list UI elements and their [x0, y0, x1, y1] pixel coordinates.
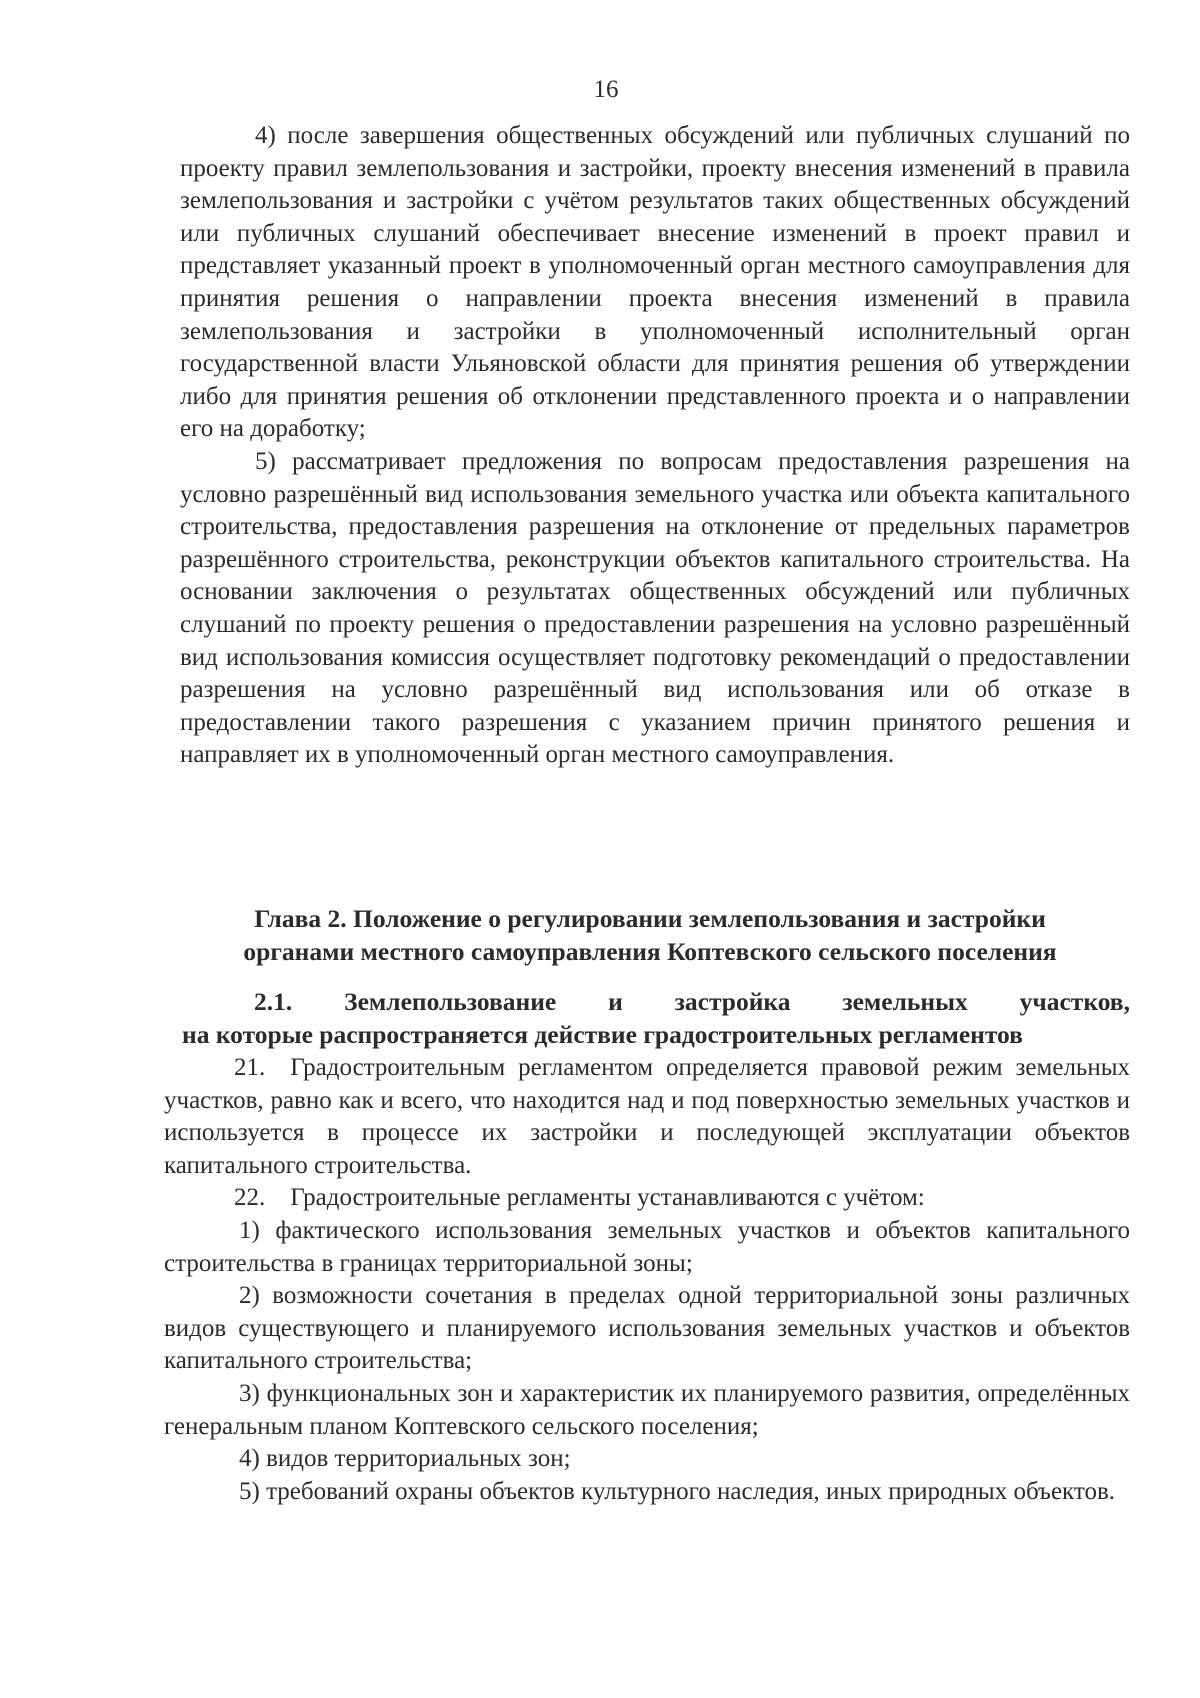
- chapter-heading: [190, 902, 1110, 968]
- section-heading-line-1: [182, 985, 1130, 1018]
- regulation-text-top: [180, 120, 1130, 772]
- section-heading-line-2: на которые распространяется действие градостроительных регламентов: [182, 1020, 1023, 1049]
- section-heading: [182, 985, 1130, 1051]
- regulation-text-bottom: [164, 1052, 1130, 1508]
- section-heading-word: 2.1.: [254, 987, 293, 1016]
- section-heading-word: застройка: [674, 987, 791, 1016]
- list-item-5: 5) требований охраны объектов культурного наследия, иных природных объектов.: [239, 1477, 1116, 1505]
- paragraph-21: 21. Градостроительным регламентом определяется правовой режим земельных участков, равно как и всего, что находится над и под поверхностью земельных участков и используется в процессе их застройки и последующей эксплуатации объектов капитального строительства.: [164, 1054, 1130, 1179]
- paragraph-item-4: 4) после завершения общественных обсуждений или публичных слушаний по проекту правил землепользования и застройки, проекту внесения изменений в правила землепользования и застройки с учётом результатов таких общественных обсуждений или публичных слушаний обеспечивает внесение изменений в проект правил и представляет указанный проект в уполномоченный орган местного самоуправления для принятия решения о направлении проекта внесения изменений в правила землепользования и застройки в уполномоченный исполнительный орган государственной власти Ульяновской области для принятия решения об утверждении либо для принятия решения об отклонении представленного проекта и о направлении его на доработку;: [180, 122, 1130, 443]
- list-item-2: 2) возможности сочетания в пределах одной территориальной зоны различных видов существующего и планируемого использования земельных участков и объектов капитального строительства;: [164, 1282, 1130, 1375]
- list-item-3: 3) функциональных зон и характеристик их планируемого развития, определённых генеральным планом Коптевского сельского поселения;: [164, 1379, 1130, 1440]
- section-heading-word: земельных: [842, 987, 968, 1016]
- page-number: 16: [593, 76, 619, 103]
- section-heading-word: участков,: [1019, 987, 1130, 1016]
- list-item-4: 4) видов территориальных зон;: [239, 1445, 571, 1473]
- chapter-heading-line-1: Глава 2. Положение о регулировании землепользования и застройки: [254, 904, 1046, 933]
- paragraph-item-5: 5) рассматривает предложения по вопросам предоставления разрешения на условно разрешённый вид использования земельного участка или объекта капитального строительства, предоставления разрешения на отклонение от предельных параметров разрешённого строительства, реконструкции объектов капитального строительства. На основании заключения о результатах общественных обсуждений или публичных слушаний по проекту решения о предоставлении разрешения на условно разрешённый вид использования комиссия осуществляет подготовку рекомендаций о предоставлении разрешения на условно разрешённый вид использования или об отказе в предоставлении такого разрешения с указанием причин принятого решения и направляет их в уполномоченный орган местного самоуправления.: [180, 447, 1130, 769]
- paragraph-22: 22. Градостроительные регламенты устанавливаются с учётом:: [234, 1184, 925, 1212]
- chapter-heading-line-2: органами местного самоуправления Коптевского сельского поселения: [243, 937, 1057, 966]
- list-item-1: 1) фактического использования земельных участков и объектов капитального строительства в границах территориальной зоны;: [164, 1216, 1130, 1277]
- section-heading-word: и: [608, 987, 623, 1016]
- section-heading-word: Землепользование: [344, 987, 557, 1016]
